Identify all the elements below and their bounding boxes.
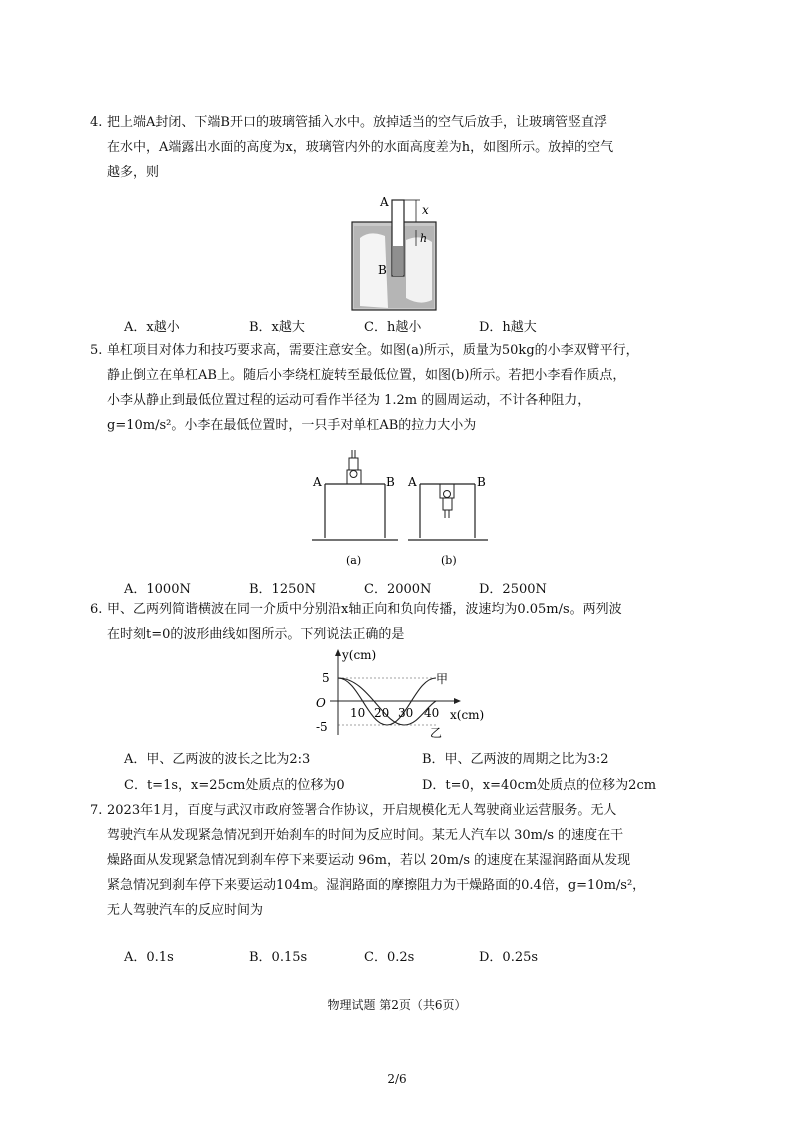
label-a1: A (313, 475, 322, 489)
question-7 (90, 798, 707, 923)
question-text-line: 在时刻t=0的波形曲线如图所示。下列说法正确的是 (107, 627, 405, 642)
option-c: C．2000N (364, 582, 432, 597)
page-number: 2/6 (387, 1072, 407, 1086)
question-text-line: 燥路面从发现紧急情况到刹车停下来要运动 96m，若以 20m/s 的速度在某湿润路面从发现 (107, 853, 631, 868)
origin-label: O (316, 696, 326, 710)
option-c: C．0.2s (364, 950, 415, 965)
x-tick-30: 30 (398, 706, 414, 720)
x-tick-10: 10 (350, 706, 366, 720)
label-b: B (378, 263, 387, 277)
question-text-line: 紧急情况到刹车停下来要运动104m。湿润路面的摩擦阻力为干燥路面的0.4倍，g=10m/s²， (107, 878, 646, 893)
option-c: C．t=1s，x=25cm处质点的位移为0 (124, 778, 345, 793)
question-text-line: 驾驶汽车从发现紧急情况到开始刹车的时间为反应时间。某无人汽车以 30m/s 的速度在干 (107, 828, 624, 843)
x-label: x(cm) (450, 708, 485, 722)
question-number: 4. (90, 115, 103, 130)
caption-b: (b) (441, 554, 457, 567)
option-b: B．1250N (249, 582, 317, 597)
option-d: D．2500N (479, 582, 547, 597)
question-text-line: 单杠项目对体力和技巧要求高，需要注意安全。如图(a)所示，质量为50kg的小李双臂平行， (107, 343, 639, 358)
label-a2: A (408, 475, 417, 489)
x-tick-40: 40 (424, 706, 440, 720)
label-b2: B (477, 475, 486, 489)
option-b: B．x越大 (249, 320, 305, 335)
label-x: x (422, 203, 429, 217)
question-number: 7. (90, 803, 103, 818)
question-text-line: g=10m/s²。小李在最低位置时，一只手对单杠AB的拉力大小为 (107, 418, 477, 433)
question-text-line: 越多，则 (107, 165, 160, 180)
y-tick-neg5: -5 (316, 720, 328, 734)
option-a: A．x越小 (124, 320, 180, 335)
question-text-line: 静止倒立在单杠AB上。随后小李绕杠旋转至最低位置，如图(b)所示。若把小李看作质点， (107, 368, 626, 383)
question-4 (90, 110, 707, 185)
label-b1: B (386, 475, 395, 489)
label-a: A (380, 195, 389, 209)
option-d: D．0.25s (479, 950, 539, 965)
label-jia: 甲 (436, 672, 449, 686)
high-bar-figure (310, 438, 495, 573)
y-tick-5: 5 (322, 671, 330, 685)
page-footer-title: 物理试题 第2页（共6页） (327, 998, 467, 1012)
x-tick-20: 20 (374, 706, 390, 720)
option-b: B．甲、乙两波的周期之比为3:2 (422, 752, 609, 767)
question-text-line: 2023年1月，百度与武汉市政府签署合作协议，开启规模化无人驾驶商业运营服务。无人 (107, 803, 617, 818)
label-yi: 乙 (430, 726, 443, 740)
option-a: A．甲、乙两波的波长之比为2:3 (124, 752, 311, 767)
question-number: 6. (90, 602, 103, 617)
question-6 (90, 597, 707, 647)
label-h: h (420, 232, 428, 245)
wave-figure (308, 645, 498, 745)
question-text-line: 把上端A封闭、下端B开口的玻璃管插入水中。放掉适当的空气后放手，让玻璃管竖直浮 (107, 115, 607, 130)
question-text-line: 小李从静止到最低位置过程的运动可看作半径为 1.2m 的圆周运动，不计各种阻力， (107, 393, 591, 408)
option-d: D．t=0，x=40cm处质点的位移为2cm (422, 778, 657, 793)
question-text-line: 在水中，A端露出水面的高度为x，玻璃管内外的水面高度差为h，如图所示。放掉的空气 (107, 140, 614, 155)
question-number: 5. (90, 343, 103, 358)
y-label: y(cm) (342, 648, 377, 662)
question-text-line: 无人驾驶汽车的反应时间为 (107, 903, 264, 918)
option-a: A．0.1s (124, 950, 174, 965)
option-b: B．0.15s (249, 950, 308, 965)
caption-a: (a) (346, 554, 362, 567)
option-a: A．1000N (124, 582, 191, 597)
option-c: C．h越小 (364, 320, 422, 335)
glass-tube-figure (340, 190, 460, 315)
question-text-line: 甲、乙两列简谐横波在同一介质中分别沿x轴正向和负向传播，波速均为0.05m/s。两列波 (107, 602, 622, 617)
option-d: D．h越大 (479, 320, 537, 335)
question-5 (90, 338, 707, 438)
